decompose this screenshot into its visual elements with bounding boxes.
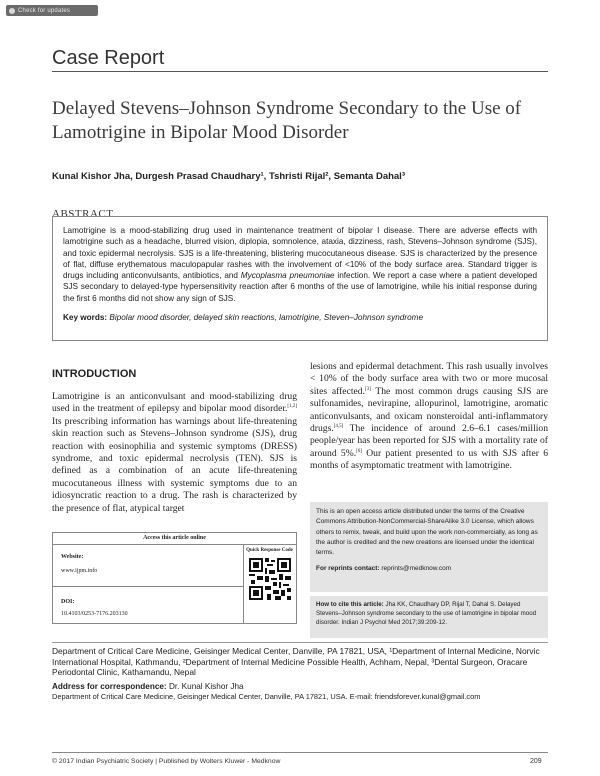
correspondence-heading [52,682,244,691]
abstract-text: Lamotrigine is a mood-stabilizing drug used in maintenance treatment of bipolar I disease. There are adverse effects with lamotrigine such as a headache, blurred vision, diplopia, somnolence, ataxia, dizziness, rash, Stevens–Johnson syndrome (SJS), and toxic epidermal necrolysis. SJS is a life-threatening, blistering mucocutaneous disease. SJS is characterized by the presence of flat, diffuse erythematous maculopapular rashes with the involvement of <10% of the body surface area. Standard trigger is drugs including anticonvulsants, antibiotics, and Mycoplasma pneumoniae infection. We report a case where a patient developed SJS secondary to delayed-type hypersensitivity reaction after 6 months of the use of lamotrigine, while his initial response during the first 6 months did not show any sign of SJS. [63,226,538,303]
keywords-line [63,313,537,322]
keywords-label: Key words: [63,313,108,323]
access-heading: Access this article online [53,533,296,545]
correspondence-label: Address for correspondence: [52,682,167,691]
abstract-heading: ABSTRACT [52,208,114,220]
affiliations: Department of Critical Care Medicine, Geisinger Medical Center, Danville, PA 17821, USA, ¹Department of Internal Medicine, Norvic International Hospital, Kathmandu, ²Department of Internal Medicine Possible Health, Achham, Nepal, ³Dental Surgeon, Oracare Periodontal Clinic, Kathamandu, Nepal [52,646,540,678]
keywords-value: Bipolar mood disorder, delayed skin reactions, lamotrigine, Steven–Johnson syndrome [109,313,423,323]
page-number: 209 [530,758,542,765]
citation-label: How to cite this article: [316,601,384,608]
license-box [310,502,548,592]
website-label: Website: [61,554,84,560]
qr-label: Quick Response Code [246,548,293,553]
website-link[interactable]: www.ijpm.info [61,568,98,574]
citation-text [316,600,542,628]
reprints-label: For reprints contact: [316,565,380,573]
footer-copyright: © 2017 Indian Psychiatric Society | Published by Wolters Kluwer - Medknow [52,758,281,765]
doi-link[interactable]: 10.4103/0253-7176.203130 [61,611,128,617]
doi-label: DOI: [61,599,75,605]
check-for-updates-label: Check for updates [18,7,71,14]
citation-body: Jha KK, Chaudhary DP, Rijal T, Dahal S. Delayed Stevens–Johnson syndrome secondary to the use of lamotrigine in bipolar mood disorder. Indian J Psychol Med 2017;39:209-12. [316,601,537,627]
check-for-updates-badge[interactable] [6,5,98,16]
header-rule [52,71,548,72]
access-info-panel [53,544,244,623]
section-label: Case Report [52,47,165,69]
citation-box [310,596,548,638]
access-divider [53,586,243,587]
access-article-box [52,532,297,624]
article-authors: Kunal Kishor Jha, Durgesh Prasad Chaudhary¹, Tshristi Rijal², Semanta Dahal³ [52,171,405,182]
correspondence-details: Department of Critical Care Medicine, Geisinger Medical Center, Danville, PA 17821, USA. E-mail: friendsforever.kunal@gmail.com [52,692,481,701]
article-title: Delayed Stevens–Johnson Syndrome Secondary to the Use of Lamotrigine in Bipolar Mood Disorder [52,98,522,143]
correspondence-name: Dr. Kunal Kishor Jha [168,682,244,691]
license-text: This is an open access article distributed under the terms of the Creative Commons Attribution-NonCommercial-ShareAlike 3.0 License, which allows others to remix, tweak, and build upon the work non-commercially, as long as the author is credited and the new creations are licensed under the identical terms. [316,508,538,557]
introduction-column-2: lesions and epidermal detachment. This rash usually involves < 10% of the body surface area with two or more mucosal sites affected.[3] The most common drugs causing SJS are sulfonamides, nevirapine, allopurinol, lamotrigine, aromatic anticonvulsants, and oxicam nonsteroidal anti-inflammatory drugs.[4,5] The incidence of around 2.6–6.1 cases/million people/year has been reported for SJS with a mortality rate of around 5%.[6] Our patient presented to us with SJS after 6 months of asymptomatic treatment with lamotrigine. [310,361,548,472]
reprints-email-link[interactable]: reprints@medknow.com [381,565,452,573]
abstract-box [52,216,548,341]
introduction-column-1: Lamotrigine is an anticonvulsant and mood-stabilizing drug used in the treatment of epilepsy and bipolar mood disorder.[1,2] Its prescribing information has warnings about life-threatening skin reaction such as Stevens–Johnson syndrome (SJS), drug reaction with eosinophilia and systemic symptoms (DRESS) syndrome, and toxic epidermal necrolysis (TEN). SJS is defined as a combination of an acute life-threatening mucocutaneous illness with systemic symptoms due to an idiosyncratic reaction to a drug. The rash is characterized by the presence of flat, atypical target [52,391,297,514]
footer-rule [52,752,548,753]
introduction-heading: INTRODUCTION [52,368,137,380]
reprints-line [316,565,542,572]
update-icon [9,8,15,14]
qr-panel [243,544,296,623]
qr-code-icon[interactable] [249,558,291,600]
affiliation-rule [52,642,548,643]
